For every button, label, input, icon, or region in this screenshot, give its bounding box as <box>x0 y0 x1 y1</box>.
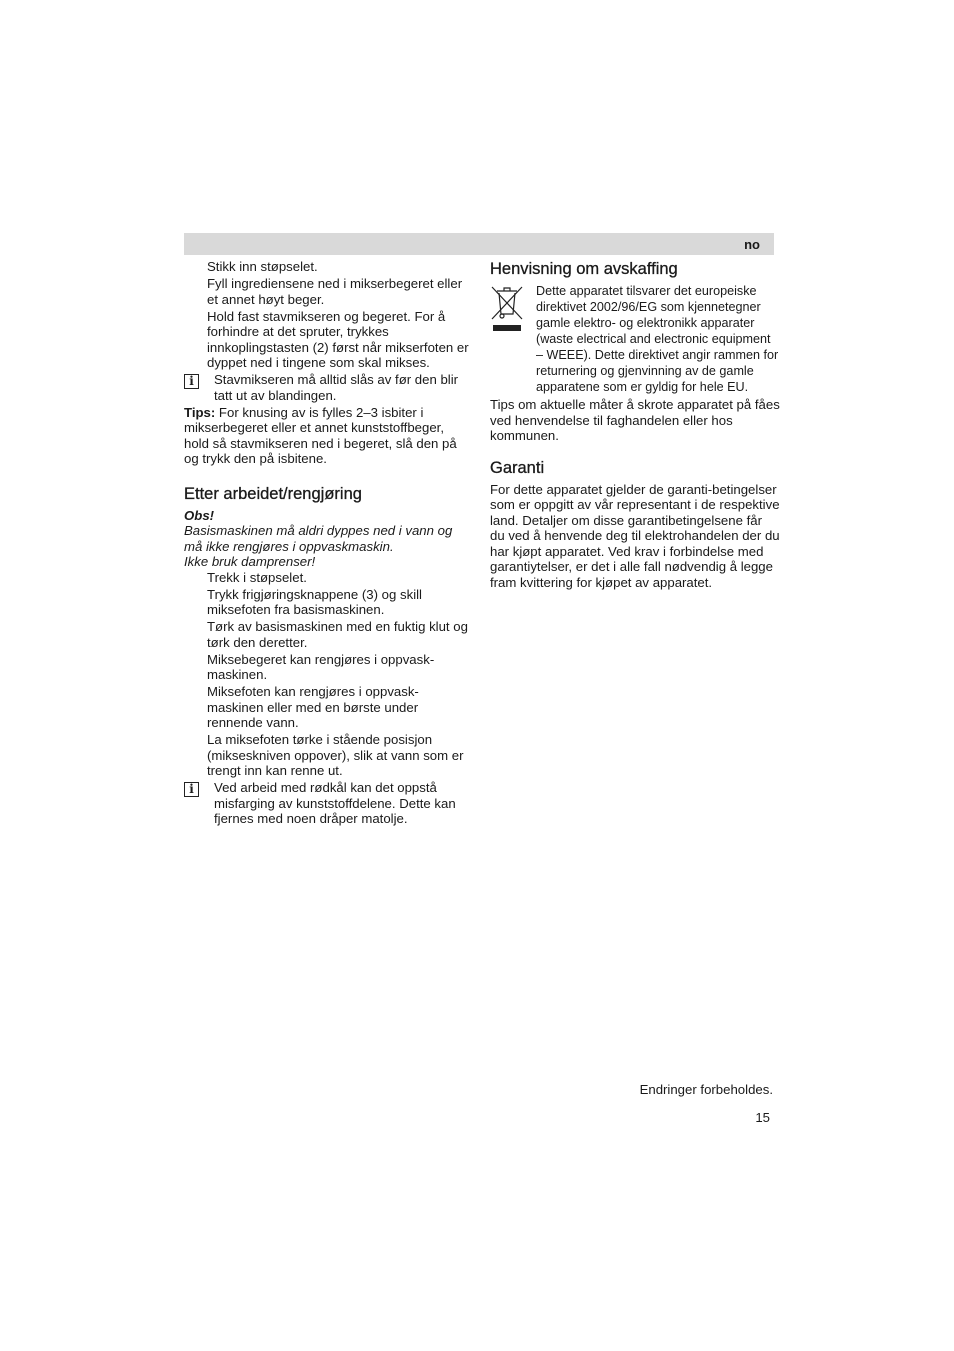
info-note <box>184 372 469 403</box>
step-dry: La miksefoten tørke i stående posisjon (mikseskniven oppover), slik at vann som er trengt inn kan renne ut. <box>207 732 464 778</box>
info-icon: i <box>184 374 199 389</box>
left-column <box>184 259 469 828</box>
section-title-warranty: Garanti <box>490 458 545 477</box>
language-code: no <box>744 237 760 252</box>
step-fill: Fyll ingrediensene ned i mikserbegeret eller et annet høyt beger. <box>207 276 463 307</box>
info-note <box>184 780 469 827</box>
section-title-disposal: Henvisning om avskaffing <box>490 260 678 278</box>
step-wipe: Tørk av basismaskinen med en fuktig klut og tørk den deretter. <box>207 619 468 650</box>
disposal-text: Dette apparatet tilsvarer det europeiske direktivet 2002/96/EG som kjennetegner gamle elektro- og elektronikk apparater (waste electrical and electronic equipment – WEEE). Dette direktivet angir rammen for returnering og gjenvinning av de gamle apparatene som er gyldig for hele EU. <box>536 284 779 394</box>
step-hold: Hold fast stavmikseren og begeret. For å forhindre at det spruter, trykkes innkoplingstasten (2) først når mikserfoten er dyppet ned i tingene som skal mikses. <box>207 308 469 370</box>
right-column <box>490 259 780 590</box>
tips-label: Tips: <box>184 404 216 420</box>
header-bar <box>184 233 774 255</box>
disposal-block <box>490 283 780 395</box>
info-note-text: Stavmikseren må alltid slås av før den blir tatt ut av blandingen. <box>214 372 459 403</box>
info-icon: i <box>184 782 199 797</box>
obs-label: Obs! <box>184 507 215 523</box>
footer-note: Endringer forbeholdes. <box>639 1082 773 1097</box>
page-number: 15 <box>755 1110 770 1125</box>
section-title-cleaning: Etter arbeidet/rengjøring <box>184 484 362 503</box>
info-note-text: Ved arbeid med rødkål kan det oppstå misfarging av kunststoffdelene. Dette kan fjernes med noen dråper matolje. <box>214 780 456 826</box>
tips-text: For knusing av is fylles 2–3 isbiter i mikserbegeret eller et annet kunststoffbeger, hold så stavmikseren ned i begeret, slå den på og trykk den på isbitene. <box>184 404 457 466</box>
disposal-tips: Tips om aktuelle måter å skrote apparatet på fåes ved henvendelse til faghandelen eller hos kommunen. <box>490 397 780 443</box>
step-plug-in: Stikk inn støpselet. <box>207 259 318 274</box>
step-beaker: Miksebegeret kan rengjøres i oppvask-maskinen. <box>207 651 435 682</box>
tips-paragraph <box>184 405 469 467</box>
step-blender-foot: Miksefoten kan rengjøres i oppvask-maskinen eller med en børste under rennende vann. <box>207 684 419 730</box>
step-unplug: Trekk i støpselet. <box>207 569 307 585</box>
warning-text: Basismaskinen må aldri dyppes ned i vann og må ikke rengjøres i oppvaskmaskin. <box>184 523 453 554</box>
warranty-text: For dette apparatet gjelder de garanti-betingelser som er oppgitt av vår representant i de respektive land. Detaljer om disse garantibetingelsene får du ved å henvende deg til elektrohandelen der du har kjøpt apparatet. Ved krav i forbindelse med garantiytelser, er det i alle fall nødvendig å legge fram kvittering for kjøpet av apparatet. <box>490 481 780 590</box>
crossed-bin-icon <box>490 285 524 333</box>
warning-steam: Ikke bruk damprenser! <box>184 554 316 569</box>
step-release: Trykk frigjøringsknappene (3) og skill miksefoten fra basismaskinen. <box>207 586 422 617</box>
